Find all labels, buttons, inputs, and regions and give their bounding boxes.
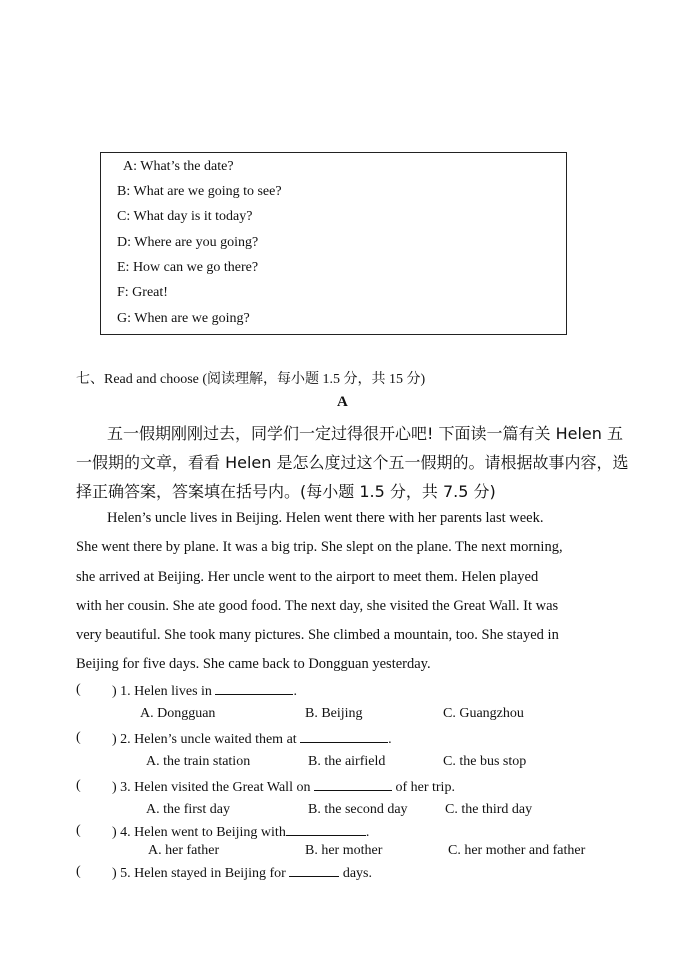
- q3-stem: [112, 778, 455, 796]
- q5-close-paren: ): [112, 866, 117, 881]
- option-a: A: What’s the date?: [123, 159, 234, 174]
- q1-choice-c: C. Guangzhou: [443, 706, 524, 721]
- passage-line-3: she arrived at Beijing. Her uncle went to the airport to meet them. Helen played: [76, 569, 539, 585]
- option-b: B: What are we going to see?: [117, 184, 282, 199]
- q1-blank[interactable]: [215, 682, 293, 695]
- q4-open-paren: (: [76, 823, 81, 838]
- passage-line-6: Beijing for five days. She came back to Dongguan yesterday.: [76, 656, 431, 672]
- q1-close-paren: ): [112, 684, 117, 699]
- q4-close-paren: ): [112, 825, 117, 840]
- q1-stem: [112, 682, 297, 700]
- q4-choice-a: A. her father: [148, 843, 220, 858]
- q3-choice-b: B. the second day: [308, 802, 408, 817]
- q2-choice-b: B. the airfield: [308, 754, 386, 769]
- q5-blank[interactable]: [289, 864, 339, 877]
- q3-post: of her trip.: [395, 780, 455, 795]
- q2-close-paren: ): [112, 732, 117, 747]
- section-sub: A: [337, 394, 348, 410]
- passage-line-5: very beautiful. She took many pictures. She climbed a mountain, too. She stayed in: [76, 627, 559, 643]
- q3-close-paren: ): [112, 780, 117, 795]
- q3-open-paren: (: [76, 778, 81, 793]
- options-box: [100, 152, 567, 335]
- q1-text: 1. Helen lives in: [120, 684, 212, 699]
- passage-line-4: with her cousin. She ate good food. The next day, she visited the Great Wall. It was: [76, 598, 559, 614]
- q5-post: days.: [342, 866, 372, 881]
- intro-line-1: 五一假期刚刚过去，同学们一定过得很开心吧! 下面读一篇有关 Helen 五: [107, 424, 623, 443]
- q2-stem: [112, 730, 392, 748]
- q2-post: .: [388, 732, 392, 747]
- q2-choice-c: C. the bus stop: [443, 754, 527, 769]
- q2-choice-a: A. the train station: [146, 754, 251, 769]
- q3-text: 3. Helen visited the Great Wall on: [120, 780, 311, 795]
- q4-choice-c: C. her mother and father: [448, 843, 586, 858]
- q1-choice-b: B. Beijing: [305, 706, 363, 721]
- q5-text: 5. Helen stayed in Beijing for: [120, 866, 286, 881]
- intro-line-2: 一假期的文章，看看 Helen 是怎么度过这个五一假期的。请根据故事内容，选: [76, 453, 629, 472]
- q5-stem: [112, 864, 372, 882]
- passage-line-1: Helen’s uncle lives in Beijing. Helen went there with her parents last week.: [107, 510, 544, 526]
- option-c: C: What day is it today?: [117, 209, 253, 224]
- option-g: G: When are we going?: [117, 311, 250, 326]
- q3-blank[interactable]: [314, 778, 392, 791]
- q4-choice-b: B. her mother: [305, 843, 383, 858]
- option-e: E: How can we go there?: [117, 260, 259, 275]
- q4-post: .: [365, 825, 370, 840]
- intro-line-3: 择正确答案，答案填在括号内。(每小题 1.5 分，共 7.5 分): [76, 482, 496, 501]
- q4-text: 4. Helen went to Beijing with: [120, 825, 286, 840]
- option-d: D: Where are you going?: [117, 235, 259, 250]
- q2-blank[interactable]: [300, 730, 388, 743]
- q3-choice-a: A. the first day: [146, 802, 230, 817]
- q1-post: .: [293, 684, 297, 699]
- section-title: 七、Read and choose (阅读理解，每小题 1.5 分，共 15 分): [76, 372, 426, 387]
- q2-open-paren: (: [76, 730, 81, 745]
- option-f: F: Great!: [117, 285, 168, 300]
- q3-choice-c: C. the third day: [445, 802, 533, 817]
- q2-text: 2. Helen’s uncle waited them at: [120, 732, 297, 747]
- q4-stem: [112, 823, 369, 841]
- q5-open-paren: (: [76, 864, 81, 879]
- q4-blank[interactable]: [286, 823, 366, 836]
- q1-choice-a: A. Dongguan: [140, 706, 216, 721]
- q1-open-paren: (: [76, 682, 81, 697]
- passage-line-2: She went there by plane. It was a big trip. She slept on the plane. The next morning,: [76, 539, 563, 555]
